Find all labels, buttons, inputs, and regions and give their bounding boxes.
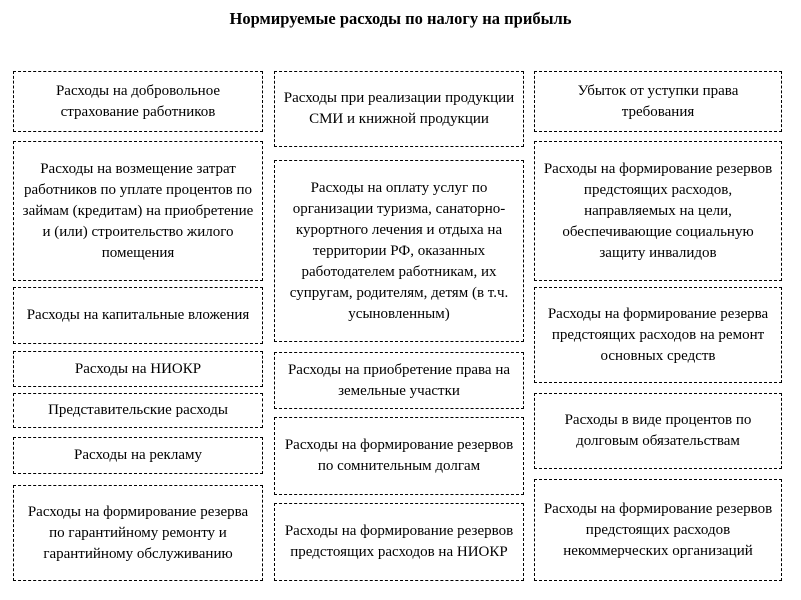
expense-box-advertising: Расходы на рекламу xyxy=(13,437,263,474)
expense-box-assignment-loss: Убыток от уступки права требования xyxy=(534,71,782,132)
expense-box-employee-loan-interest: Расходы на возмещение затрат работников по уплате процентов по займам (кредитам) на приобретение и (или) строительство жилого помещения xyxy=(13,141,263,281)
expense-box-land-rights: Расходы на приобретение права на земельные участки xyxy=(274,352,524,409)
expense-box-research-development: Расходы на НИОКР xyxy=(13,351,263,387)
expense-box-voluntary-insurance: Расходы на добровольное страхование работников xyxy=(13,71,263,132)
expense-box-disabled-protection-reserve: Расходы на формирование резервов предстоящих расходов, направляемых на цели, обеспечивающие социальную защиту инвалидов xyxy=(534,141,782,281)
expense-box-doubtful-debts-reserve: Расходы на формирование резервов по сомнительным долгам xyxy=(274,417,524,495)
expense-box-warranty-reserve: Расходы на формирование резерва по гарантийному ремонту и гарантийному обслуживанию xyxy=(13,485,263,581)
expense-box-nonprofit-reserve: Расходы на формирование резервов предстоящих расходов некоммерческих организаций xyxy=(534,479,782,581)
expense-box-tourism-resort: Расходы на оплату услуг по организации туризма, санаторно-курортного лечения и отдыха на территории РФ, оказанных работодателем работникам, их супругам, родителям, детям (в т.ч. усыновленным) xyxy=(274,160,524,342)
expense-box-capital-investments: Расходы на капитальные вложения xyxy=(13,287,263,344)
expense-box-rnd-reserve: Расходы на формирование резервов предстоящих расходов на НИОКР xyxy=(274,503,524,581)
expense-box-debt-interest: Расходы в виде процентов по долговым обязательствам xyxy=(534,393,782,469)
expense-box-fixed-assets-repair-reserve: Расходы на формирование резерва предстоящих расходов на ремонт основных средств xyxy=(534,287,782,383)
expense-box-media-products: Расходы при реализации продукции СМИ и книжной продукции xyxy=(274,71,524,147)
diagram-title: Нормируемые расходы по налогу на прибыль xyxy=(229,9,572,28)
expense-box-representation: Представительские расходы xyxy=(13,393,263,428)
